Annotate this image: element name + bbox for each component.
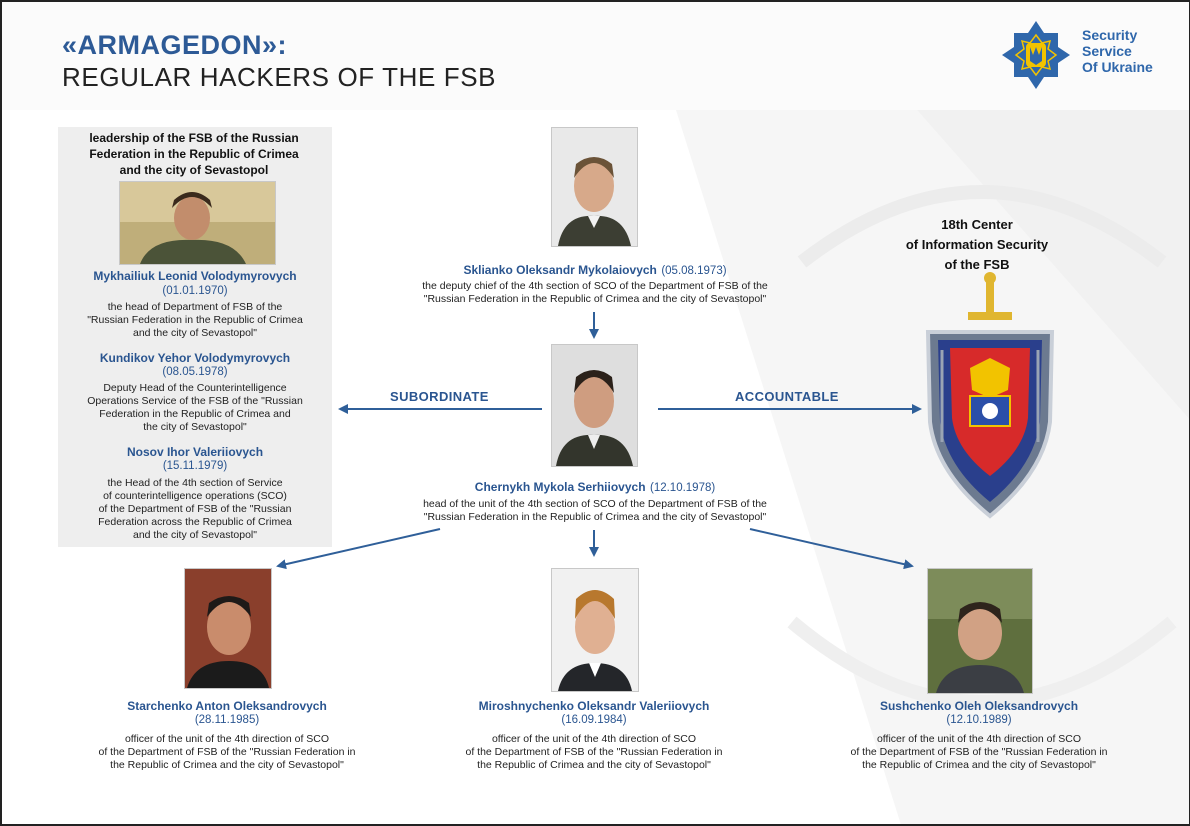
person-date: (01.01.1970) [162, 285, 228, 297]
person-name: Chernykh Mykola Serhiiovych [474, 480, 646, 494]
logo-line: Security [1082, 27, 1138, 43]
person-date: (28.11.1985) [194, 714, 260, 726]
person-name: Nosov Ihor Valeriiovych [126, 445, 264, 459]
person-date: (05.08.1973) [661, 265, 727, 277]
top-person-desc: the deputy chief of the 4th section of SCO of the Department of FSB of the "Russian Federation in the Republic of Crimea and the city of Sevastopol" [422, 280, 768, 305]
person-date: (15.11.1979) [162, 460, 228, 472]
arrow-to-sushchenko [750, 529, 912, 566]
photo-starchenko [184, 568, 272, 689]
logo-line: Service [1082, 43, 1132, 59]
person-desc: officer of the unit of the 4th direction of SCO of the Department of FSB of the "Russian Federation in the Republic of Crimea and the city of Sevastopol" [850, 733, 1108, 771]
person-desc: the Head of the 4th section of Service of counterintelligence operations (SCO) of the Department of FSB of the "Russian Federation across the Republic of Crimea and the city of Sevastopol" [98, 477, 292, 541]
center-person-desc: head of the unit of the 4th section of SCO of the Department of FSB of the "Russian Federation in the Republic of Crimea and the city of Sevastopol" [423, 498, 767, 523]
leadership-heading: leadership of the FSB of the Russian Federation in the Republic of Crimea and the city of Sevastopol [89, 131, 299, 177]
person-date: (16.09.1984) [561, 714, 627, 726]
person-date: (08.05.1978) [162, 366, 228, 378]
person-name: Miroshnychenko Oleksandr Valeriiovych [478, 699, 710, 713]
arrow-to-starchenko [278, 529, 440, 566]
person-desc: officer of the unit of the 4th direction of SCO of the Department of FSB of the "Russian Federation in the Republic of Crimea and the city of Sevastopol" [465, 733, 723, 771]
title-line2: REGULAR HACKERS OF THE FSB [62, 62, 497, 92]
person-name: Sklianko Oleksandr Mykolaiovych [463, 263, 657, 277]
title-line1: «ARMAGEDON»: [62, 30, 288, 60]
person-desc: the head of Department of FSB of the "Russian Federation in the Republic of Crimea and the city of Sevastopol" [87, 301, 303, 339]
photo-sushchenko [927, 568, 1033, 694]
photo-miroshnychenko [551, 568, 639, 692]
person-desc: officer of the unit of the 4th direction of SCO of the Department of FSB of the "Russian Federation in the Republic of Crimea and the city of Sevastopol" [98, 733, 356, 771]
person-desc: Deputy Head of the Counterintelligence Operations Service of the FSB of the "Russian Federation in the Republic of Crimea and the city of Sevastopol" [87, 382, 303, 433]
accountable-label: ACCOUNTABLE [735, 389, 839, 404]
subordinate-label: SUBORDINATE [390, 389, 489, 404]
logo-line: Of Ukraine [1082, 59, 1153, 75]
person-name: Starchenko Anton Oleksandrovych [127, 699, 327, 713]
person-date: (12.10.1978) [649, 482, 716, 494]
person-date: (12.10.1989) [946, 714, 1012, 726]
fsb-center-emblem-icon [920, 272, 1060, 522]
person-name: Kundikov Yehor Volodymyrovych [99, 351, 291, 365]
person-name: Mykhailiuk Leonid Volodymyrovych [93, 269, 297, 283]
person-name: Sushchenko Oleh Oleksandrovych [879, 699, 1079, 713]
fsb-center-title: 18th Center of Information Security of the FSB [905, 217, 1049, 272]
